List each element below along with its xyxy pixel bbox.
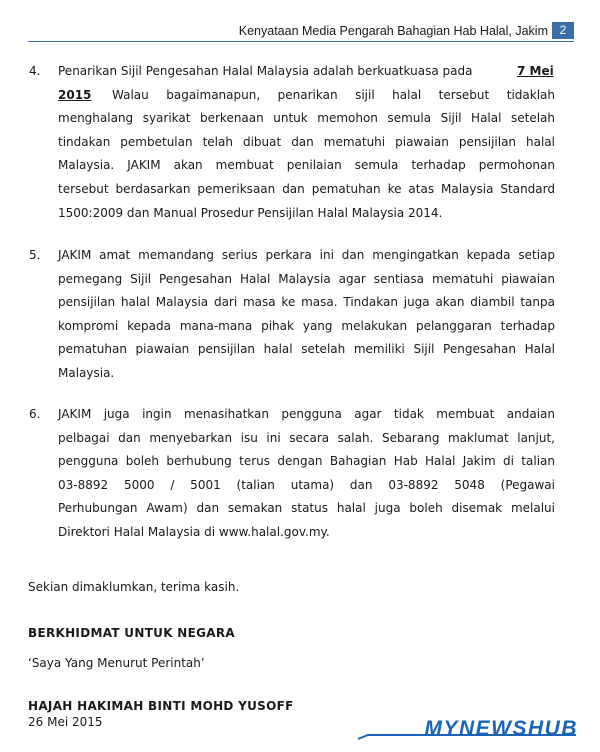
effective-date-part2: 2015 <box>58 87 92 102</box>
paragraph-number: 6. <box>29 407 41 421</box>
paragraph-line: Malaysia. JAKIM akan membuat penilaian semula terhadap permohonan <box>58 158 555 173</box>
paragraph-line: pensijilan halal Malaysia dari masa ke masa. Tindakan juga akan diambil tanpa <box>58 295 555 310</box>
signatory-name: HAJAH HAKIMAH BINTI MOHD YUSOFF <box>28 699 294 713</box>
logo-text: MYNEWSHUB <box>424 717 578 740</box>
paragraph-line: 1500:2009 dan Manual Prosedur Pensijilan Halal Malaysia 2014. <box>58 205 443 220</box>
paragraph-line: menghalang syarikat berkenaan untuk memohon semula Sijil Halal setelah <box>58 111 555 126</box>
paragraph-line: Perhubungan Awam) dan semakan status halal juga boleh disemak melalui <box>58 501 555 516</box>
closing-remark: Sekian dimaklumkan, terima kasih. <box>28 580 240 594</box>
paragraph-line: kompromi kepada mana-mana pihak yang melakukan pelanggaran terhadap <box>58 318 555 333</box>
paragraph-line: pelbagai dan menyebarkan isu ini secara salah. Sebarang maklumat lanjut, <box>58 430 555 445</box>
header-divider <box>28 41 574 42</box>
effective-date-part1: 7 Mei <box>517 64 554 78</box>
page-header <box>0 22 600 42</box>
mynewshub-logo <box>356 717 578 743</box>
paragraph-line: Walau bagaimanapun, penarikan sijil halal tersebut tidaklah <box>112 87 555 102</box>
paragraph-line: tindakan pembetulan telah dibuat dan mematuhi piawaian pensijilan halal <box>58 134 555 149</box>
paragraph-line: JAKIM amat memandang serius perkara ini dan mengingatkan kepada setiap <box>58 248 555 262</box>
paragraph-line: pemegang Sijil Pengesahan Halal Malaysia agar sentiasa mematuhi piawaian <box>58 271 555 286</box>
header-title: Kenyataan Media Pengarah Bahagian Hab Halal, Jakim <box>238 24 548 38</box>
paragraph-line: JAKIM juga ingin menasihatkan pengguna agar tidak membuat andaian <box>58 407 555 421</box>
paragraph-line: Penarikan Sijil Pengesahan Halal Malaysia adalah berkuatkuasa pada <box>58 64 473 78</box>
page-number-badge: 2 <box>552 22 574 39</box>
paragraph-line: pengguna boleh berhubung terus dengan Bahagian Hab Halal Jakim di talian <box>58 454 555 469</box>
motto: BERKHIDMAT UNTUK NEGARA <box>28 626 236 640</box>
paragraph-line: 03-8892 5000 / 5001 (talian utama) dan 03-8892 5048 (Pegawai <box>58 477 555 492</box>
paragraph-line: Malaysia. <box>58 366 115 380</box>
paragraph-number: 4. <box>29 64 41 78</box>
signature-date: 26 Mei 2015 <box>28 715 103 729</box>
paragraph-number: 5. <box>29 248 41 262</box>
servant-phrase: ‘Saya Yang Menurut Perintah’ <box>28 656 205 670</box>
paragraph-line: tersebut berdasarkan pemeriksaan dan pematuhan ke atas Malaysia Standard <box>58 182 555 196</box>
paragraph-line: pematuhan piawaian pensijilan halal setelah memiliki Sijil Pengesahan Halal <box>58 342 555 357</box>
paragraph-line: Direktori Halal Malaysia di www.halal.gov.my. <box>58 525 330 539</box>
